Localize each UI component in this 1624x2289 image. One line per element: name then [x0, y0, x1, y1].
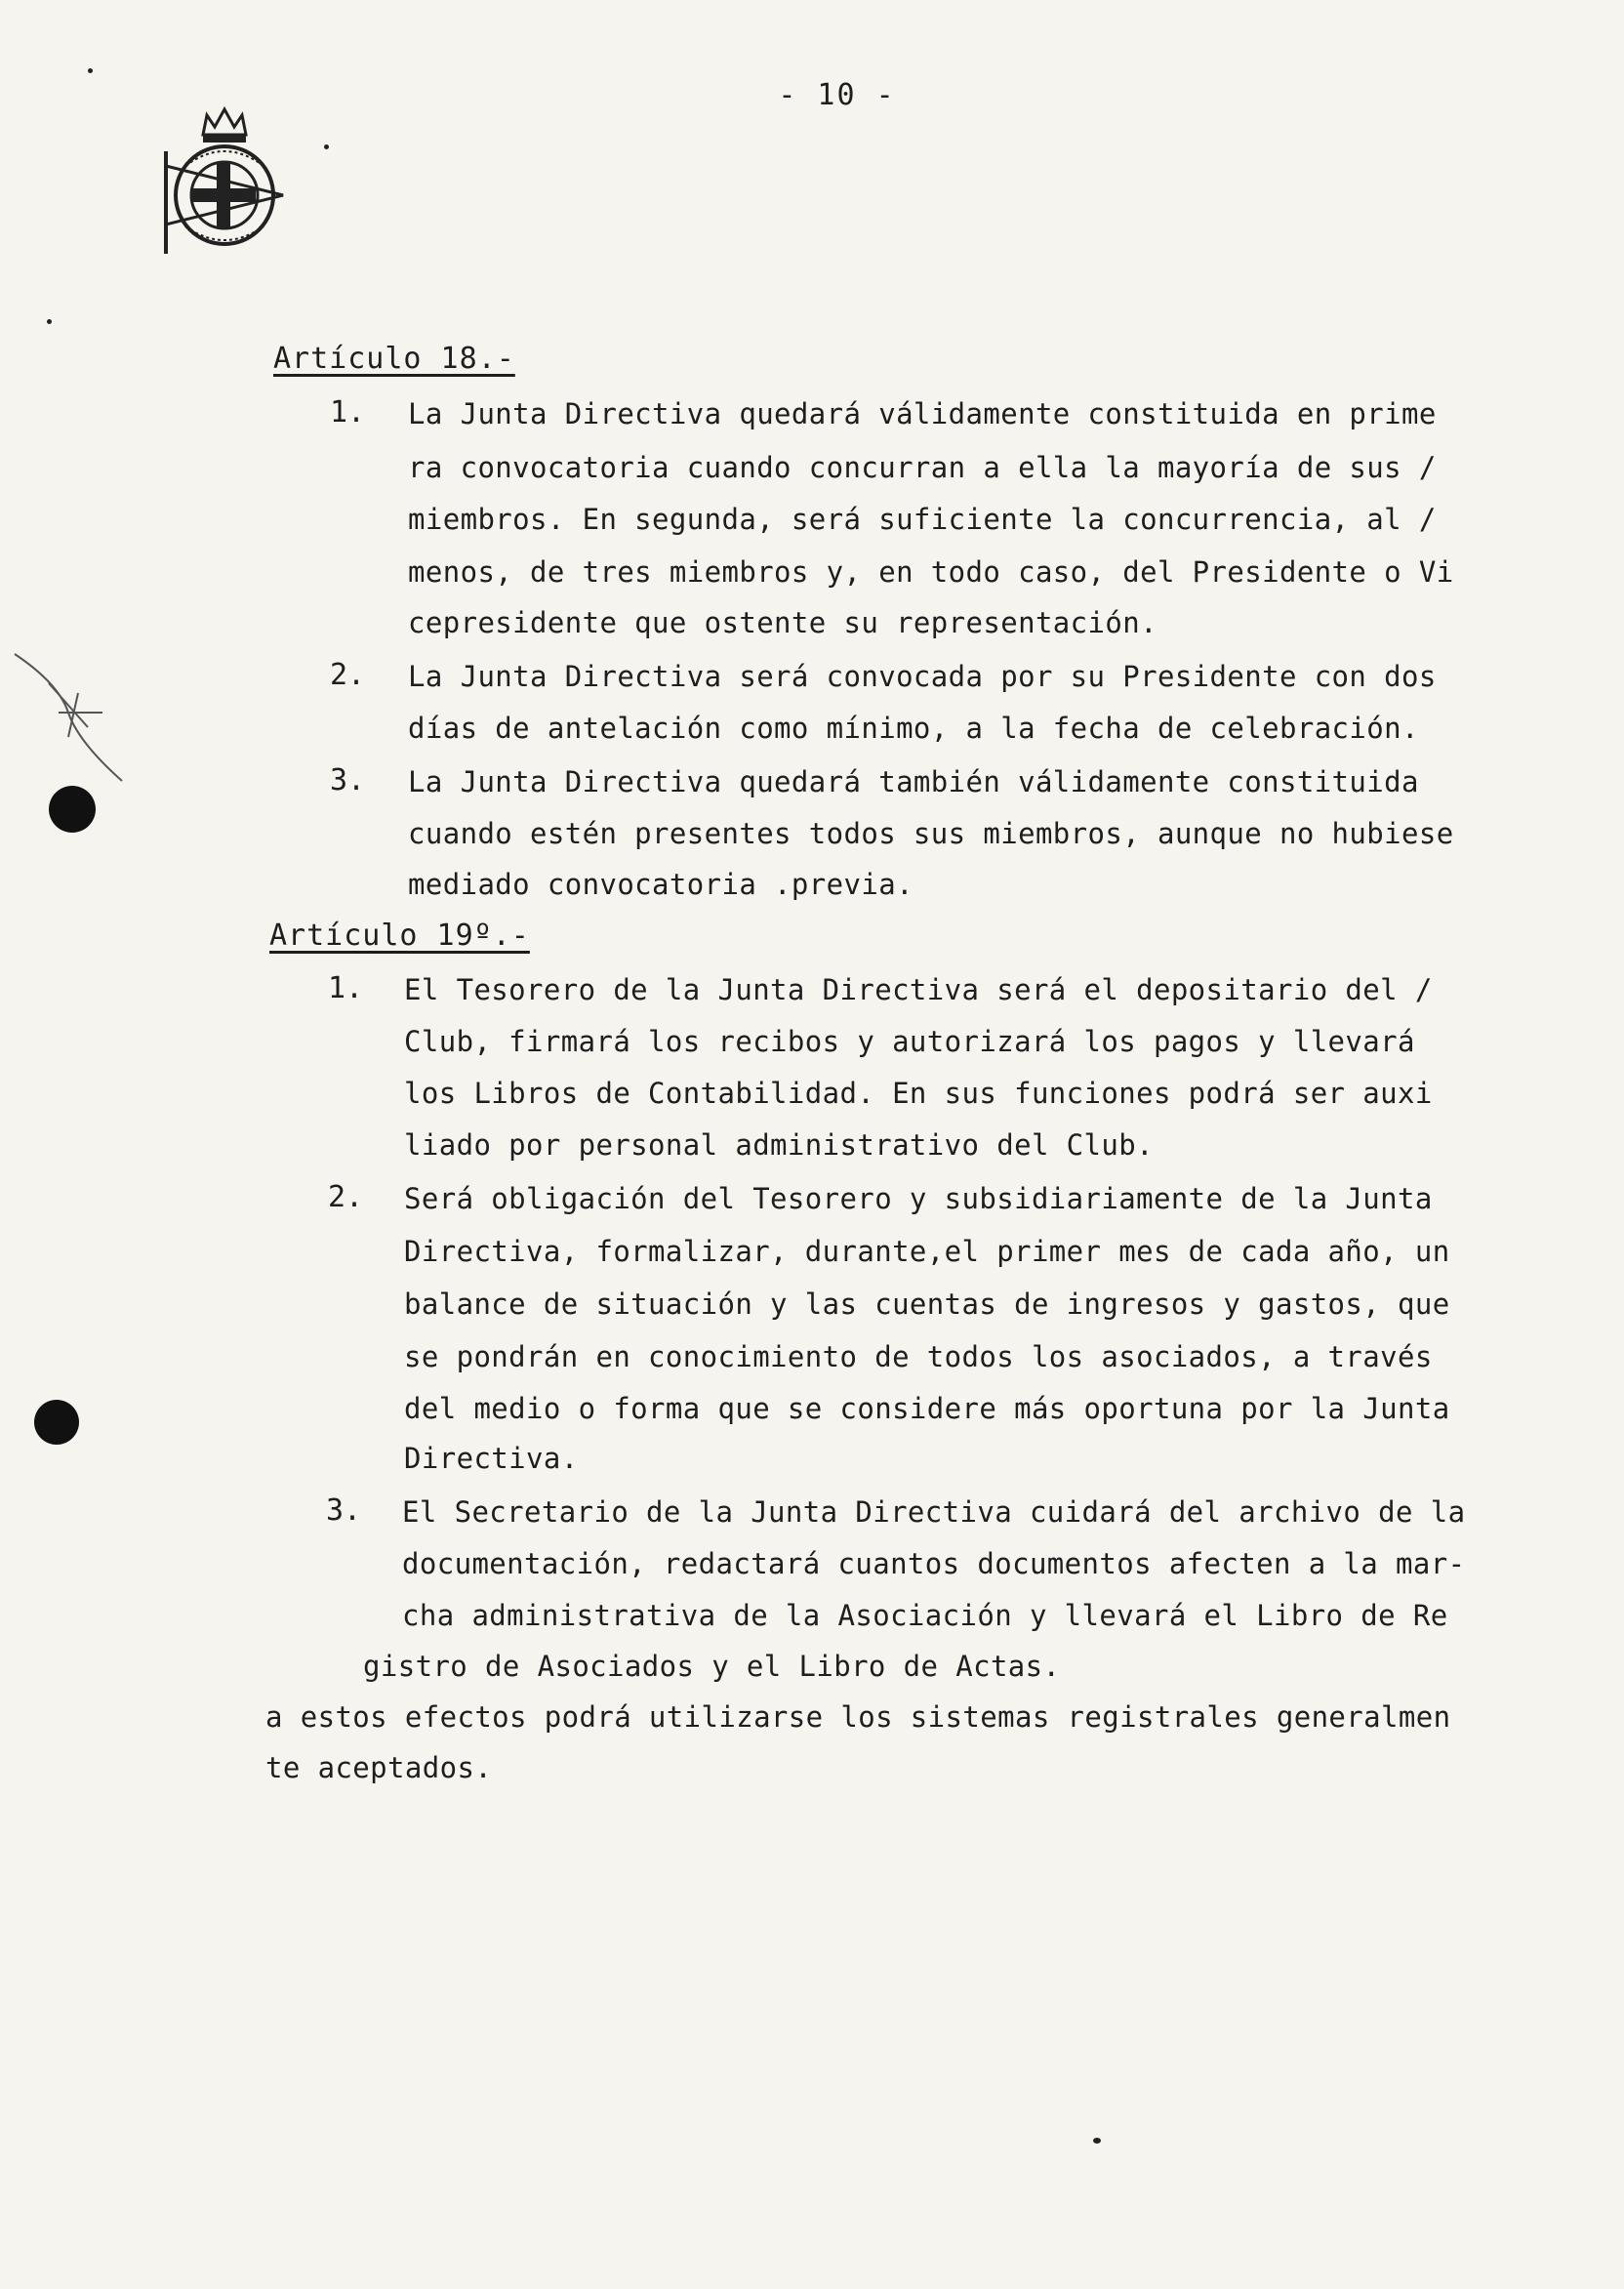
article-19-item-1-line-2: Club, firmará los recibos y autorizará los pagos y llevará — [404, 1025, 1415, 1058]
punch-hole-top — [49, 786, 96, 833]
punch-hole-bottom — [34, 1400, 79, 1445]
page-number: - 10 - — [778, 78, 896, 112]
article-19-heading: Artículo 19º.- — [269, 919, 530, 953]
article-18-item-1-line-1: La Junta Directiva quedará válidamente constituida en prime — [408, 397, 1437, 430]
article-19-item-3-line-2: documentación, redactará cuantos documentos afecten a la mar- — [402, 1547, 1466, 1580]
article-18-item-1-line-5: cepresidente que ostente su representación. — [408, 606, 1157, 639]
article-19-item-2-number: 2. — [328, 1180, 364, 1214]
article-18-item-1-line-2: ra convocatoria cuando concurran a ella la mayoría de sus / — [408, 451, 1437, 484]
article-19-item-1-line-4: liado por personal administrativo del Club. — [404, 1128, 1154, 1162]
trailing-line-2: te aceptados. — [265, 1751, 493, 1784]
article-18-item-2-number: 2. — [330, 658, 366, 692]
article-18-item-3-line-2: cuando estén presentes todos sus miembros, aunque no hubiese — [408, 817, 1454, 850]
trailing-line-1: a estos efectos podrá utilizarse los sistemas registrales generalmen — [265, 1700, 1451, 1734]
article-18-item-3-number: 3. — [330, 763, 366, 797]
speck — [88, 68, 93, 73]
article-19-item-1-line-1: El Tesorero de la Junta Directiva será el depositario del / — [404, 973, 1433, 1006]
article-19-item-3-line-4: gistro de Asociados y el Libro de Actas. — [363, 1650, 1061, 1683]
article-19-item-2-line-6: Directiva. — [404, 1442, 579, 1475]
margin-mark-icon — [10, 644, 127, 791]
article-18-item-1-line-4: menos, de tres miembros y, en todo caso, del Presidente o Vi — [408, 555, 1454, 589]
article-19-item-3-line-3: cha administrativa de la Asociación y llevará el Libro de Re — [402, 1599, 1448, 1632]
article-19-item-2-line-3: balance de situación y las cuentas de ingresos y gastos, que — [404, 1288, 1450, 1321]
article-19-item-3-line-1: El Secretario de la Junta Directiva cuidará del archivo de la — [402, 1495, 1466, 1529]
article-18-item-1-number: 1. — [330, 395, 366, 429]
article-19-item-1-line-3: los Libros de Contabilidad. En sus funciones podrá ser auxi — [404, 1077, 1433, 1110]
speck — [324, 144, 329, 149]
speck — [1093, 2138, 1101, 2144]
article-18-item-3-line-1: La Junta Directiva quedará también válidamente constituida — [408, 765, 1419, 798]
article-18-item-2-line-2: días de antelación como mínimo, a la fecha de celebración. — [408, 712, 1419, 745]
article-19-item-2-line-4: se pondrán en conocimiento de todos los asociados, a través — [404, 1340, 1433, 1373]
article-19-item-2-line-5: del medio o forma que se considere más oportuna por la Junta — [404, 1392, 1450, 1425]
article-19-item-2-line-2: Directiva, formalizar, durante,el primer mes de cada año, un — [404, 1235, 1450, 1268]
article-19-item-3-number: 3. — [326, 1493, 362, 1528]
article-18-item-2-line-1: La Junta Directiva será convocada por su Presidente con dos — [408, 660, 1437, 693]
club-crest-icon — [156, 98, 293, 264]
article-18-item-1-line-3: miembros. En segunda, será suficiente la concurrencia, al / — [408, 503, 1437, 536]
speck — [47, 319, 52, 324]
article-19-item-2-line-1: Será obligación del Tesorero y subsidiariamente de la Junta — [404, 1182, 1433, 1215]
article-18-item-3-line-3: mediado convocatoria .previa. — [408, 868, 914, 901]
article-19-item-1-number: 1. — [328, 971, 364, 1005]
article-18-heading: Artículo 18.- — [273, 342, 515, 376]
